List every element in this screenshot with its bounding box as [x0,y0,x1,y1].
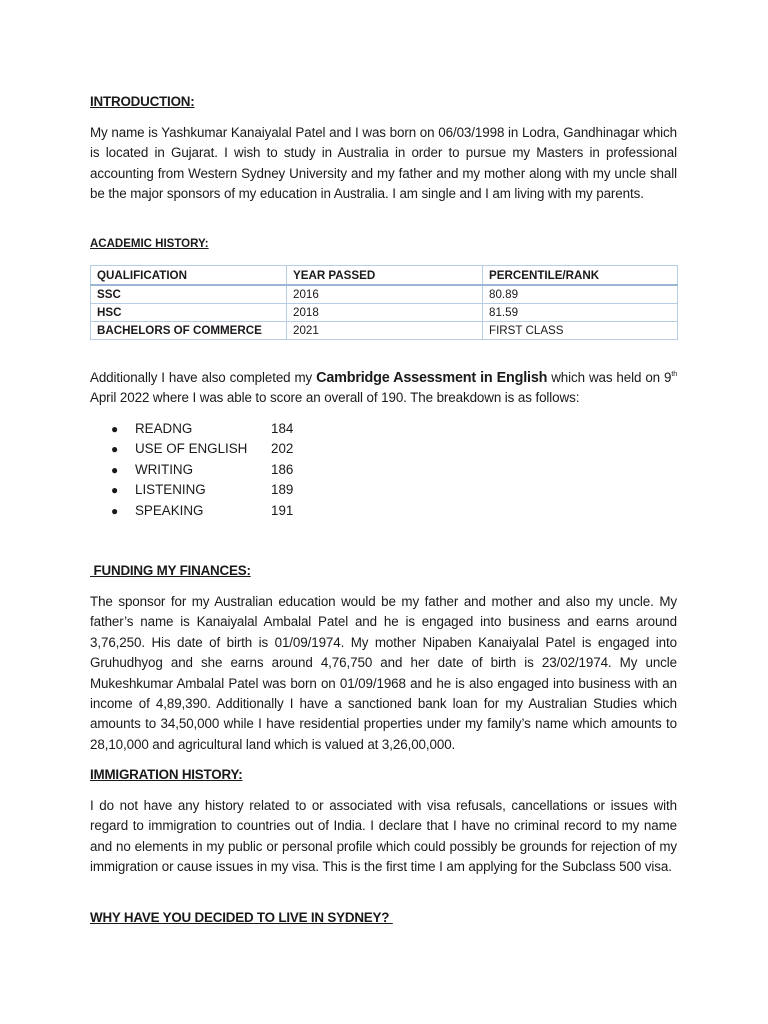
year-passed-cell: 2018 [287,304,483,322]
funding-paragraph: The sponsor for my Australian education would be my father and mother and also my uncle. My father’s name is Kanaiyalal Ambalal Patel and he is engaged into business and earns around 3,76,250. His date of birth is 01/09/1974. My mother Nipaben Kanaiyalal Patel is engaged into Gruhudhyog and she earns around 4,76,750 and her date of birth is 23/02/1974. My uncle Mukeshkumar Ambalal Patel was born on 01/09/1968 and he is also engaged into business with an income of 4,89,390. Additionally I have a sanctioned bank loan for my Australian Studies which amounts to 34,50,000 while I have residential properties under my family’s name which amounts to 28,10,000 and agricultural land which is valued at 3,26,00,000. [90,594,677,752]
sydney-heading: WHY HAVE YOU DECIDED TO LIVE IN SYDNEY? [90,910,393,925]
year-passed-cell: 2016 [287,285,483,304]
column-header-year-passed: YEAR PASSED [287,266,483,286]
table-row [91,285,678,304]
column-header-percentile-rank: PERCENTILE/RANK [483,266,678,286]
cambridge-text-before: Additionally I have also completed my [90,370,317,385]
qualification-cell: BACHELORS OF COMMERCE [91,322,287,340]
skill-label: WRITING [135,461,194,477]
percentile-cell: FIRST CLASS [483,322,678,340]
cambridge-text-middle: which was held on 9 [547,370,672,385]
column-header-qualification: QUALIFICATION [91,266,287,286]
academic-history-heading: ACADEMIC HISTORY: [90,238,209,250]
bullet-icon: ● [111,483,119,498]
academic-history-table [90,265,678,340]
cambridge-exam-name: Cambridge Assessment in English [316,370,548,386]
cambridge-paragraph [90,368,677,409]
percentile-cell: 81.59 [483,304,678,322]
date-superscript: th [671,371,678,378]
skill-label: LISTENING [135,482,206,498]
skill-label: SPEAKING [135,502,204,518]
cambridge-text-after: April 2022 where I was able to score an overall of 190. The breakdown is as follows: [90,390,580,406]
skill-label: USE OF ENGLISH [135,441,248,457]
immigration-heading: IMMIGRATION HISTORY: [90,767,243,782]
skill-score: 186 [271,461,294,477]
introduction-paragraph: My name is Yashkumar Kanaiyalal Patel and I was born on 06/03/1998 in Lodra, Gandhinagar which is located in Gujarat. I wish to study in Australia in order to pursue my Masters in professional accounting from Western Sydney University and my father and my mother along with my uncle shall be the major sponsors of my education in Australia. I am single and I am living with my parents. [90,125,677,202]
bullet-icon: ● [111,442,119,457]
immigration-paragraph: I do not have any history related to or associated with visa refusals, cancellations or issues with regard to immigration to countries out of India. I declare that I have no criminal record to my name and no elements in my public or personal profile which could possibly be grounds for rejection of my immigration or cause issues in my visa. This is the first time I am applying for the Subclass 500 visa. [90,798,677,875]
funding-heading: FUNDING MY FINANCES: [90,563,251,578]
year-passed-cell: 2021 [287,322,483,340]
qualification-cell: SSC [91,285,287,304]
bullet-icon: ● [111,503,119,518]
bullet-icon: ● [111,462,119,477]
percentile-cell: 80.89 [483,285,678,304]
qualification-cell: HSC [91,304,287,322]
introduction-heading: INTRODUCTION: [90,94,195,109]
skill-score: 184 [271,421,294,436]
skill-label: READNG [135,421,193,436]
skill-score: 189 [271,482,294,498]
table-header-row [91,266,678,286]
table-row [91,322,678,340]
table-row [91,304,678,322]
bullet-icon: ● [111,422,119,436]
skill-score: 202 [271,441,294,457]
skill-score: 191 [271,502,294,518]
